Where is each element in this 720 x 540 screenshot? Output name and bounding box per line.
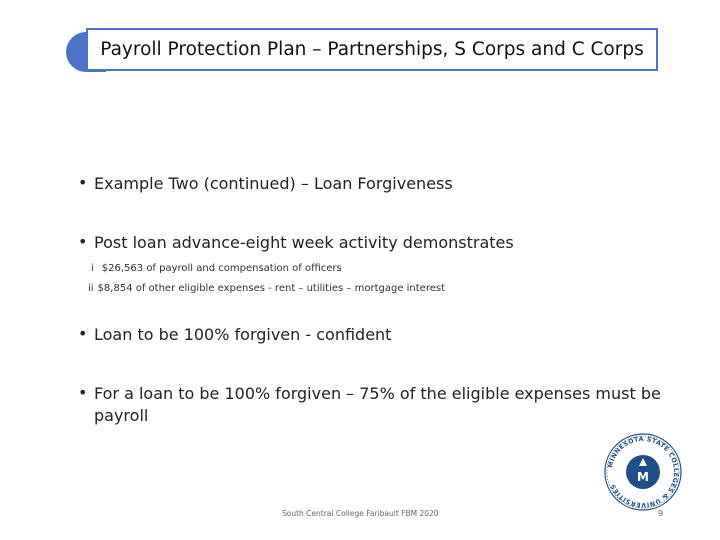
bullet-item (78, 383, 668, 427)
bullet-text: Post loan advance-eight week activity demonstrates (94, 233, 514, 252)
sub-item (91, 263, 342, 274)
bullet-text: Loan to be 100% forgiven - confident (94, 325, 392, 344)
page-number: 9 (658, 509, 664, 518)
sub-item-text: $26,563 of payroll and compensation of officers (101, 263, 342, 274)
sub-item-number: ii (88, 283, 94, 294)
bullet-text: Example Two (continued) – Loan Forgiveness (94, 174, 453, 193)
title-box (86, 28, 658, 71)
logo-text: MINNESOTA STATE COLLEGES & UNIVERSITIES (607, 435, 680, 509)
slide-title: Payroll Protection Plan – Partnerships, S Corps and C Corps (100, 39, 644, 60)
bullet-text: For a loan to be 100% forgiven – 75% of the eligible expenses must be payroll (94, 384, 661, 425)
bullet-dot-icon: • (78, 173, 88, 192)
footer-text: South Central College Faribault FBM 2020 (282, 509, 439, 518)
sub-item (88, 283, 445, 294)
bullet-item (78, 173, 678, 195)
minnesota-state-seal-icon (603, 432, 683, 512)
bullet-dot-icon: • (78, 383, 88, 402)
sub-item-number: i (91, 263, 94, 274)
bullet-dot-icon: • (78, 324, 88, 343)
sub-item-text: $8,854 of other eligible expenses - rent – utilities – mortgage interest (97, 283, 446, 294)
bullet-dot-icon: • (78, 232, 88, 251)
logo-letter: M (637, 470, 649, 484)
bullet-item (78, 324, 678, 346)
bullet-item (78, 232, 678, 254)
